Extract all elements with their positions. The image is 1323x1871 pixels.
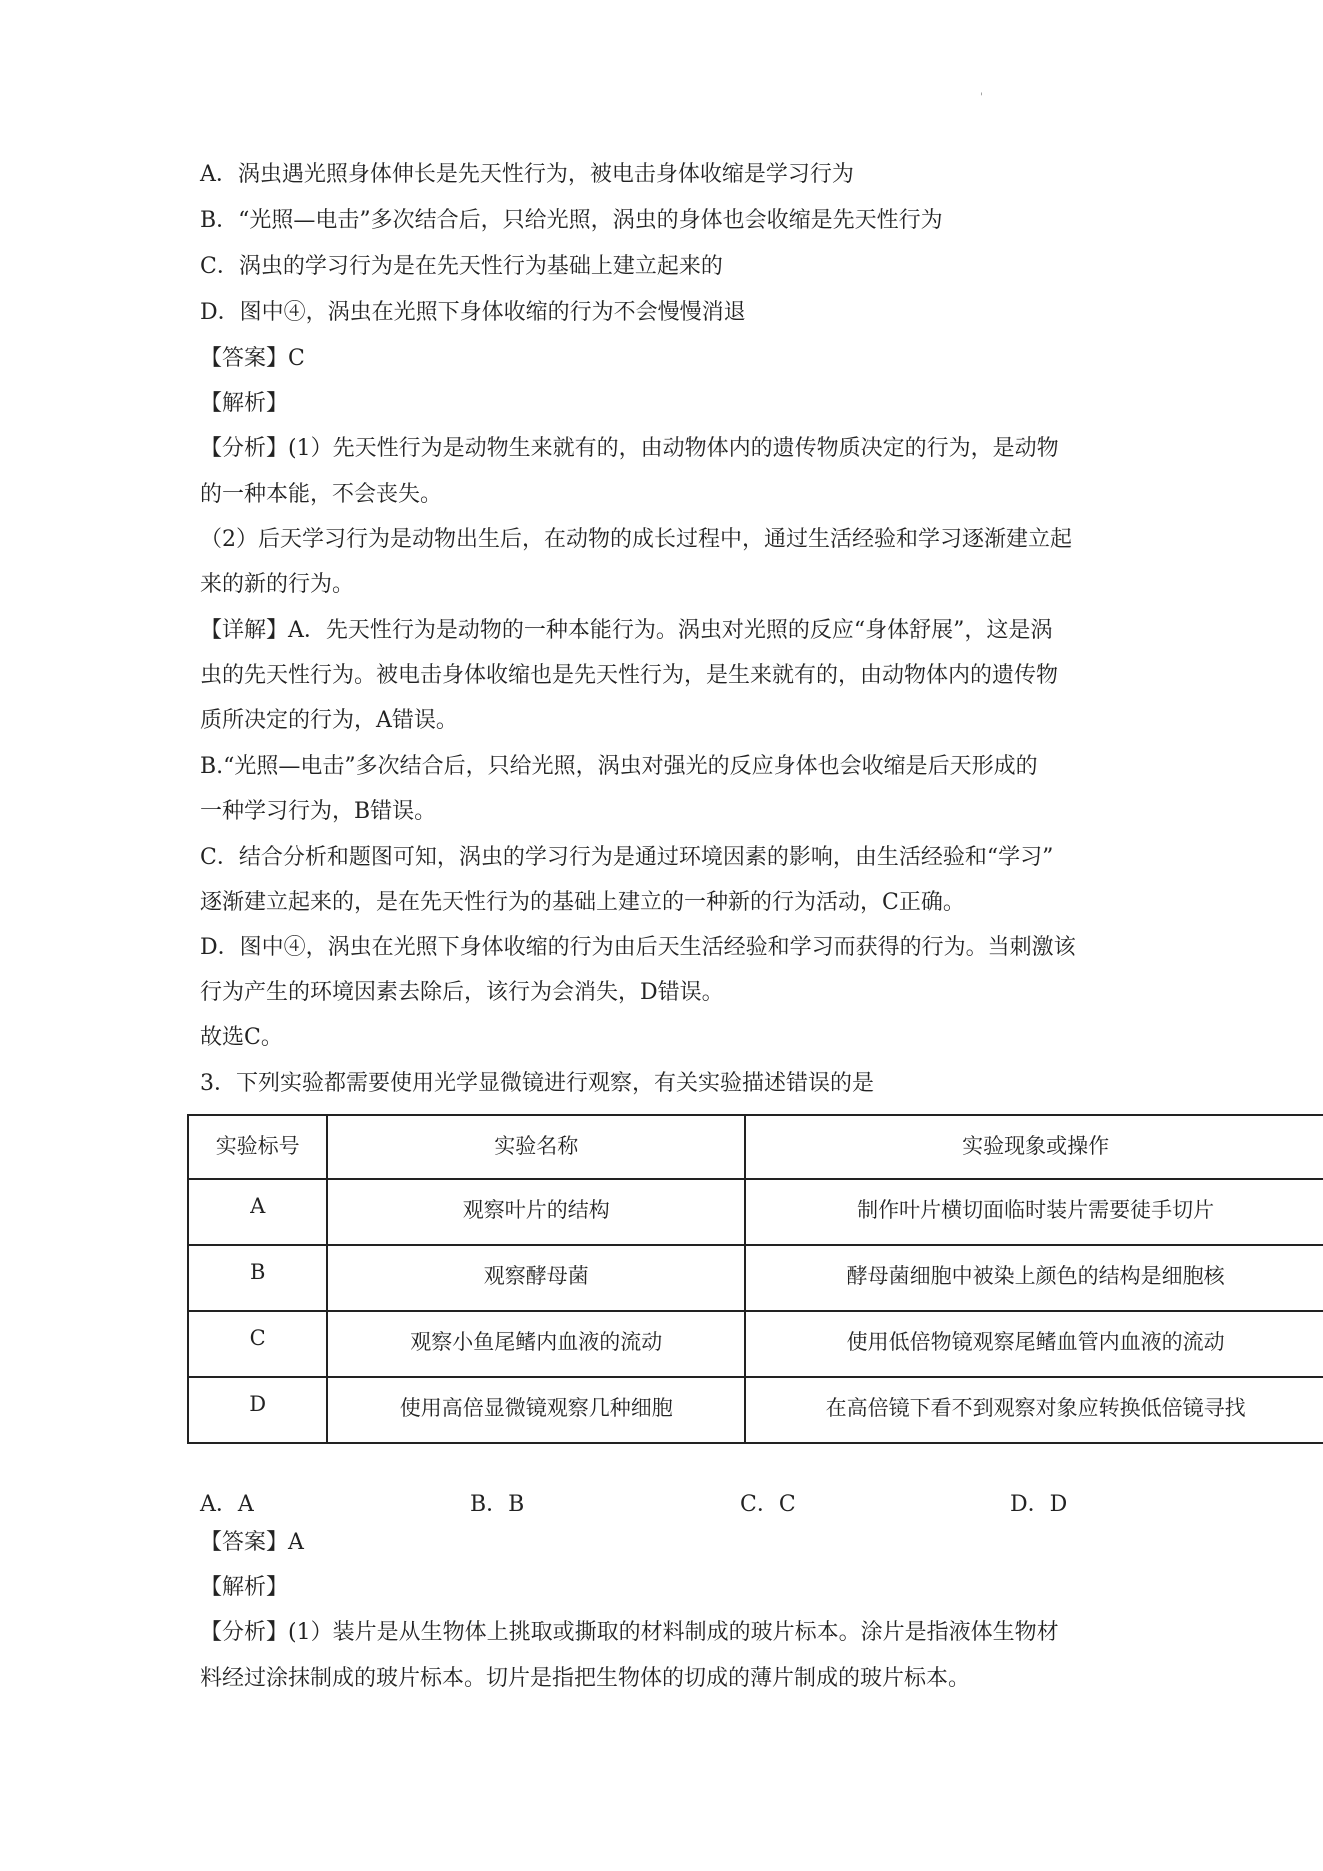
- choice-line: 故选C。: [200, 1025, 283, 1050]
- option-c-line: C．涡虫的学习行为是在先天性行为基础上建立起来的: [200, 254, 723, 279]
- corner-mark: ': [980, 92, 983, 103]
- option-d-line: D．图中④，涡虫在光照下身体收缩的行为不会慢慢消退: [200, 300, 746, 325]
- analysis-text-line: 【分析】(1）装片是从生物体上挑取或撕取的材料制成的玻片标本。涂片是指液体生物材: [200, 1620, 1059, 1645]
- table-row: [188, 1377, 1323, 1443]
- table-row: [188, 1245, 1323, 1311]
- detail-text-line: 质所决定的行为，A错误。: [200, 708, 458, 733]
- detail-text-line: 【详解】A．先天性行为是动物的一种本能行为。涡虫对光照的反应“身体舒展”，这是涡: [200, 618, 1053, 643]
- analysis-text-line: （2）后天学习行为是动物出生后，在动物的成长过程中，通过生活经验和学习逐渐建立起: [200, 527, 1073, 552]
- table-header-cell: 实验标号: [188, 1115, 327, 1179]
- table-cell: 观察酵母菌: [327, 1245, 745, 1311]
- analysis-heading: 【解析】: [200, 1575, 289, 1600]
- detail-text-line: 逐渐建立起来的，是在先天性行为的基础上建立的一种新的行为活动，C正确。: [200, 890, 965, 915]
- answer-option-a: A．A: [200, 1492, 254, 1517]
- answer-line: 【答案】C: [200, 346, 305, 371]
- analysis-heading: 【解析】: [200, 391, 289, 416]
- answer-option-d: D．D: [1010, 1492, 1068, 1517]
- analysis-text-line: 料经过涂抹制成的玻片标本。切片是指把生物体的切成的薄片制成的玻片标本。: [200, 1666, 971, 1691]
- detail-text-line: 一种学习行为，B错误。: [200, 799, 437, 824]
- table-header-row: [188, 1115, 1323, 1179]
- detail-text-line: B.“光照—电击”多次结合后，只给光照，涡虫对强光的反应身体也会收缩是后天形成的: [200, 754, 1038, 779]
- analysis-text-line: 来的新的行为。: [200, 572, 355, 597]
- detail-text-line: 行为产生的环境因素去除后，该行为会消失，D错误。: [200, 980, 724, 1005]
- table-cell: 酵母菌细胞中被染上颜色的结构是细胞核: [745, 1245, 1323, 1311]
- question-3-stem: 3．下列实验都需要使用光学显微镜进行观察，有关实验描述错误的是: [200, 1071, 874, 1096]
- table-cell: 观察叶片的结构: [327, 1179, 745, 1245]
- answer-option-c: C．C: [740, 1492, 796, 1517]
- answer-option-b: B．B: [470, 1492, 525, 1517]
- table-cell: A: [188, 1179, 327, 1245]
- table-header-cell: 实验名称: [327, 1115, 745, 1179]
- table-header-cell: 实验现象或操作: [745, 1115, 1323, 1179]
- table-cell: 在高倍镜下看不到观察对象应转换低倍镜寻找: [745, 1377, 1323, 1443]
- table-cell: B: [188, 1245, 327, 1311]
- table-row: [188, 1179, 1323, 1245]
- option-b-line: B．“光照—电击”多次结合后，只给光照，涡虫的身体也会收缩是先天性行为: [200, 208, 943, 233]
- detail-text-line: 虫的先天性行为。被电击身体收缩也是先天性行为，是生来就有的，由动物体内的遗传物: [200, 663, 1059, 688]
- detail-text-line: D．图中④，涡虫在光照下身体收缩的行为由后天生活经验和学习而获得的行为。当刺激该: [200, 935, 1076, 960]
- experiment-table: [187, 1114, 1323, 1444]
- answer-line: 【答案】A: [200, 1530, 304, 1555]
- table-cell: 观察小鱼尾鳍内血液的流动: [327, 1311, 745, 1377]
- table-cell: D: [188, 1377, 327, 1443]
- table-row: [188, 1311, 1323, 1377]
- analysis-text-line: 【分析】(1）先天性行为是动物生来就有的，由动物体内的遗传物质决定的行为，是动物: [200, 436, 1059, 461]
- table-cell: 使用低倍物镜观察尾鳍血管内血液的流动: [745, 1311, 1323, 1377]
- detail-text-line: C．结合分析和题图可知，涡虫的学习行为是通过环境因素的影响，由生活经验和“学习”: [200, 845, 1054, 870]
- analysis-text-line: 的一种本能，不会丧失。: [200, 482, 443, 507]
- table-cell: 制作叶片横切面临时装片需要徒手切片: [745, 1179, 1323, 1245]
- table-cell: C: [188, 1311, 327, 1377]
- table-cell: 使用高倍显微镜观察几种细胞: [327, 1377, 745, 1443]
- option-a-line: A．涡虫遇光照身体伸长是先天性行为，被电击身体收缩是学习行为: [200, 162, 854, 187]
